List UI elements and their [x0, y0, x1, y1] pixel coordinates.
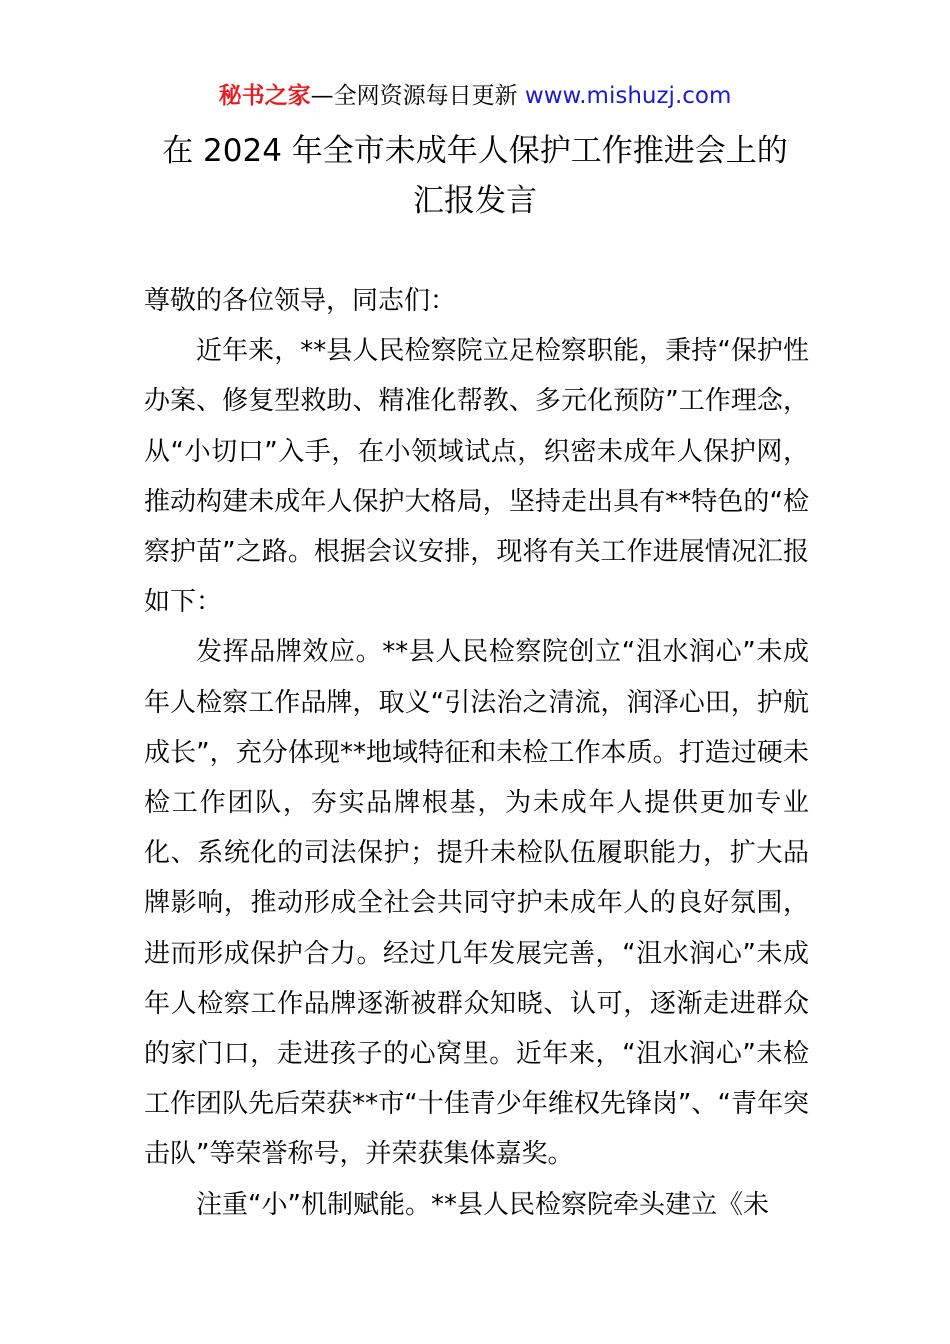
site-tagline: —全网资源每日更新	[310, 83, 525, 109]
title-line-2: 汇报发言	[413, 183, 537, 219]
site-header	[0, 80, 950, 112]
paragraph-brand-effect: 发挥品牌效应。**县人民检察院创立“沮水润心”未成年人检察工作品牌，取义“引法治之清流，润泽心田，护航成长”，充分体现**地域特征和未检工作本质。打造过硬未检工作团队，夯实品牌根基，为未成年人提供更加专业化、系统化的司法保护；提升未检队伍履职能力，扩大品牌影响，推动形成全社会共同守护未成年人的良好氛围，进而形成保护合力。经过几年发展完善，“沮水润心”未成年人检察工作品牌逐渐被群众知晓、认可，逐渐走进群众的家门口，走进孩子的心窝里。近年来，“沮水润心”未检工作团队先后荣获**市“十佳青少年维权先锋岗”、“青年突击队”等荣誉称号，并荣获集体嘉奖。	[144, 637, 809, 1170]
salutation: 尊敬的各位领导，同志们：	[144, 286, 457, 316]
document-title	[0, 126, 950, 226]
site-url-link[interactable]: www.mishuzj.com	[524, 83, 732, 109]
site-brand: 秘书之家	[218, 83, 311, 109]
title-line-1: 在 2024 年全市未成年人保护工作推进会上的	[162, 133, 788, 169]
paragraph-intro: 近年来，**县人民检察院立足检察职能，秉持“保护性办案、修复型救助、精准化帮教、多元化预防”工作理念，从“小切口”入手，在小领域试点，织密未成年人保护网，推动构建未成年人保护大格局，坚持走出具有**特色的“检察护苗”之路。根据会议安排，现将有关工作进展情况汇报如下：	[144, 336, 809, 618]
document-body	[144, 276, 809, 1230]
paragraph-mechanism: 注重“小”机制赋能。**县人民检察院牵头建立《未	[196, 1189, 769, 1220]
